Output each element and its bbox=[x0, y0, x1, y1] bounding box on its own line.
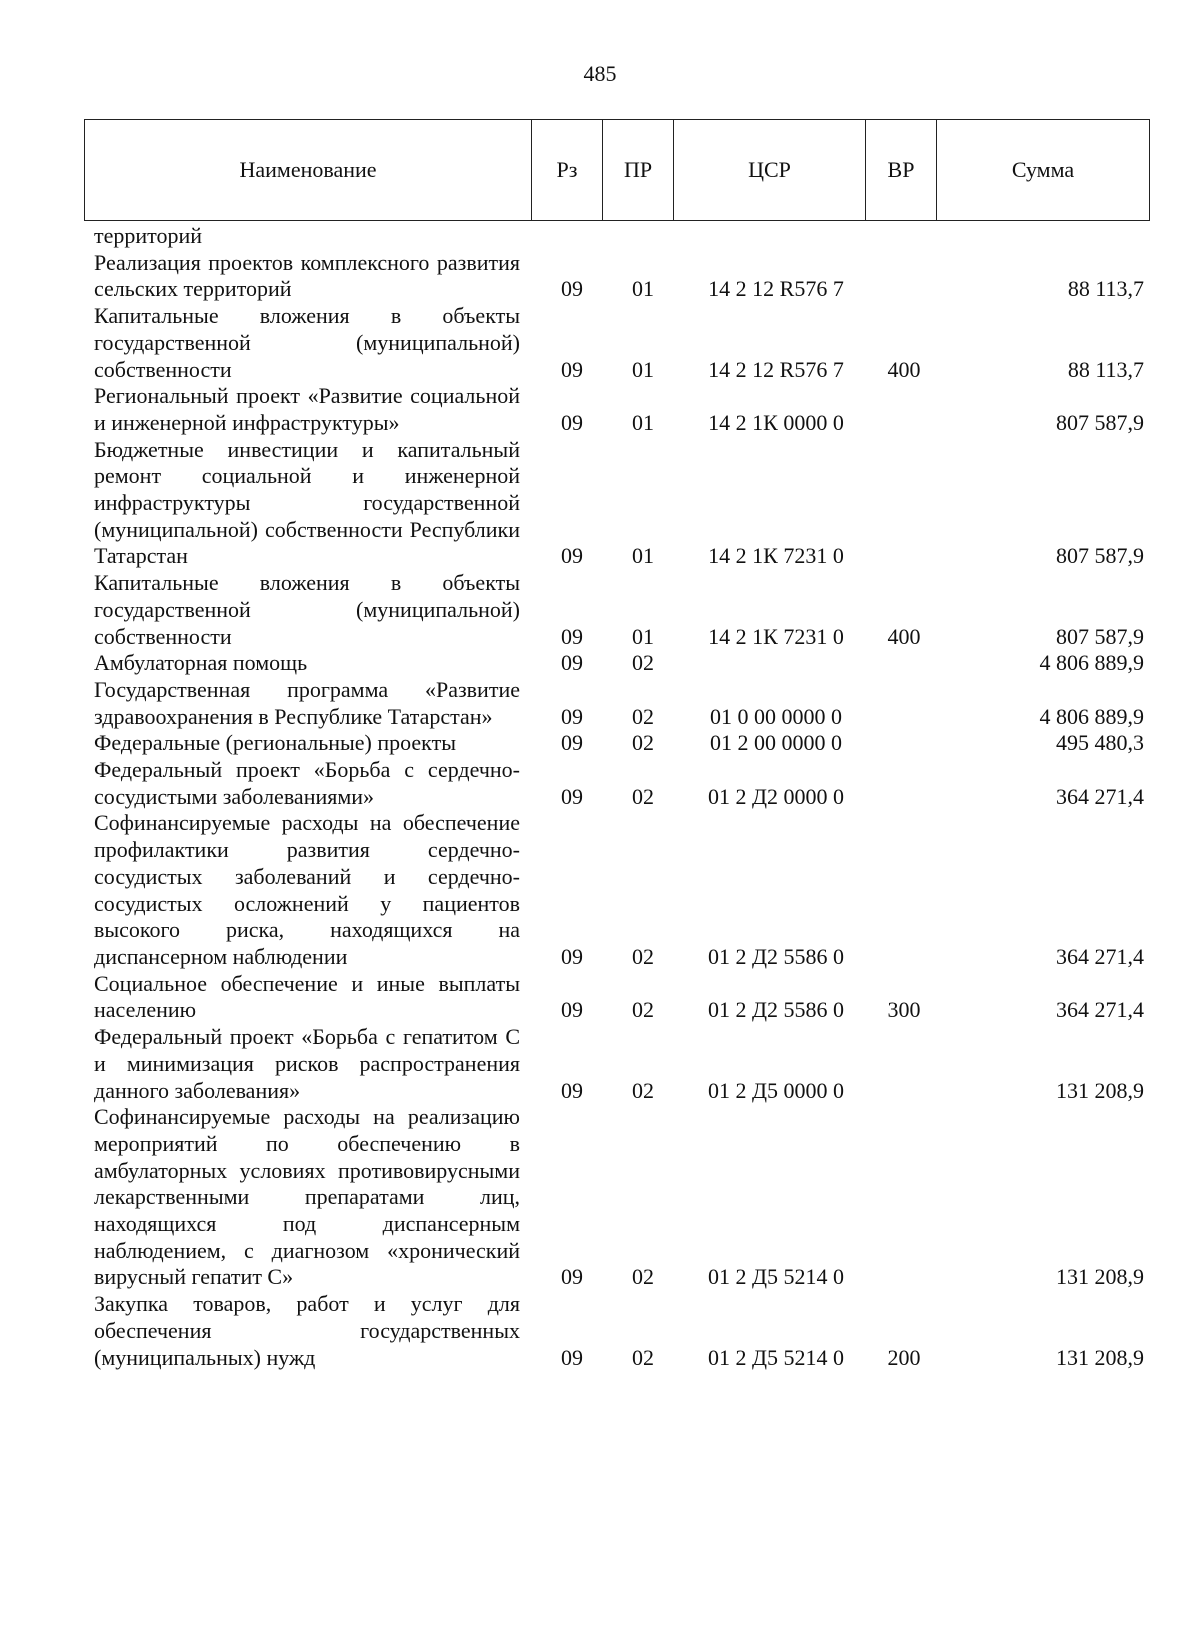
row-pr: 02 bbox=[632, 1344, 654, 1370]
row-sum: 4 806 889,9 bbox=[1039, 650, 1144, 676]
row-rz: 09 bbox=[561, 1344, 583, 1370]
row-csr: 14 2 1К 7231 0 bbox=[708, 543, 844, 569]
table-row bbox=[94, 570, 1144, 650]
table-row bbox=[94, 810, 1144, 970]
row-codes bbox=[94, 1078, 1144, 1105]
row-rz: 09 bbox=[561, 703, 583, 729]
table-row bbox=[94, 437, 1144, 571]
row-name: Капитальные вложения в объекты государственной (муниципальной) собственности bbox=[94, 303, 520, 382]
row-pr: 02 bbox=[632, 1264, 654, 1290]
row-name: Софинансируемые расходы на обеспечение профилактики развития сердечно-сосудистых заболеваний и сердечно-сосудистых осложнений у пациентов высокого риска, находящихся на диспансерном наблюдении bbox=[94, 810, 520, 969]
row-codes bbox=[94, 730, 1144, 757]
row-name: Капитальные вложения в объекты государственной (муниципальной) собственности bbox=[94, 570, 520, 649]
table-row bbox=[94, 223, 1144, 250]
row-rz: 09 bbox=[561, 543, 583, 569]
row-name: Реализация проектов комплексного развития сельских территорий bbox=[94, 249, 520, 302]
row-name: Бюджетные инвестиции и капитальный ремонт социальной и инженерной инфраструктуры государственной (муниципальной) собственности Республики Татарстан bbox=[94, 436, 520, 569]
row-csr: 01 2 00 0000 0 bbox=[710, 730, 842, 756]
page-number: 485 bbox=[583, 61, 617, 86]
row-codes bbox=[94, 410, 1144, 437]
row-csr: 01 2 Д2 5586 0 bbox=[707, 997, 844, 1023]
row-csr: 01 0 00 0000 0 bbox=[710, 703, 842, 729]
row-pr: 01 bbox=[632, 356, 654, 382]
header-rz: Рз bbox=[531, 120, 602, 220]
row-pr: 02 bbox=[632, 650, 654, 676]
header-csr: ЦСР bbox=[673, 120, 865, 220]
row-codes bbox=[94, 357, 1144, 384]
row-pr: 02 bbox=[632, 997, 654, 1023]
row-name: территорий bbox=[94, 223, 203, 248]
row-pr: 01 bbox=[632, 543, 654, 569]
row-rz: 09 bbox=[561, 650, 583, 676]
table-row bbox=[94, 250, 1144, 303]
header-vr: ВР bbox=[865, 120, 936, 220]
table-row bbox=[94, 383, 1144, 436]
row-name: Закупка товаров, работ и услуг для обеспечения государственных (муниципальных) нужд bbox=[94, 1291, 520, 1370]
row-name: Амбулаторная помощь bbox=[94, 650, 308, 676]
row-sum: 4 806 889,9 bbox=[1039, 703, 1144, 729]
row-pr: 01 bbox=[632, 623, 654, 649]
row-rz: 09 bbox=[561, 783, 583, 809]
table-row bbox=[94, 677, 1144, 730]
row-rz: 09 bbox=[561, 356, 583, 382]
row-rz: 09 bbox=[561, 1264, 583, 1290]
row-codes bbox=[94, 997, 1144, 1024]
row-sum: 364 271,4 bbox=[1056, 783, 1144, 809]
table-row bbox=[94, 730, 1144, 757]
row-sum: 88 113,7 bbox=[1067, 276, 1144, 302]
row-sum: 364 271,4 bbox=[1056, 997, 1144, 1023]
row-name: Федеральный проект «Борьба с сердечно-сосудистыми заболеваниями» bbox=[94, 757, 520, 809]
row-codes bbox=[94, 704, 1144, 731]
header-pr: ПР bbox=[602, 120, 673, 220]
row-codes bbox=[94, 624, 1144, 651]
row-csr: 01 2 Д5 0000 0 bbox=[707, 1077, 844, 1103]
table-body bbox=[94, 223, 1144, 1371]
table-row bbox=[94, 1104, 1144, 1291]
table-row bbox=[94, 303, 1144, 383]
row-rz: 09 bbox=[561, 943, 583, 969]
row-csr: 14 2 1К 7231 0 bbox=[708, 623, 844, 649]
row-csr: 01 2 Д2 0000 0 bbox=[707, 783, 844, 809]
table-header bbox=[84, 119, 1150, 221]
row-pr: 02 bbox=[632, 783, 654, 809]
row-sum: 807 587,9 bbox=[1056, 543, 1144, 569]
row-codes bbox=[94, 650, 1144, 677]
row-name: Федеральный проект «Борьба с гепатитом С и минимизация рисков распространения данного заболевания» bbox=[94, 1024, 520, 1103]
row-vr: 200 bbox=[887, 1344, 921, 1370]
row-codes bbox=[94, 944, 1144, 971]
row-vr: 300 bbox=[887, 997, 921, 1023]
row-pr: 02 bbox=[632, 943, 654, 969]
row-csr: 14 2 12 R576 7 bbox=[708, 276, 844, 302]
row-name: Региональный проект «Развитие социальной и инженерной инфраструктуры» bbox=[94, 383, 520, 435]
row-rz: 09 bbox=[561, 1077, 583, 1103]
row-vr: 400 bbox=[887, 623, 921, 649]
table-row bbox=[94, 1291, 1144, 1371]
row-sum: 88 113,7 bbox=[1067, 356, 1144, 382]
row-name: Федеральные (региональные) проекты bbox=[94, 730, 456, 756]
row-codes bbox=[94, 1264, 1144, 1291]
row-csr: 01 2 Д5 5214 0 bbox=[707, 1344, 844, 1370]
row-rz: 09 bbox=[561, 730, 583, 756]
row-sum: 807 587,9 bbox=[1056, 409, 1144, 435]
row-codes bbox=[94, 276, 1144, 303]
row-sum: 131 208,9 bbox=[1056, 1264, 1144, 1290]
row-vr: 400 bbox=[887, 356, 921, 382]
table-row bbox=[94, 650, 1144, 677]
header-sum: Сумма bbox=[936, 120, 1149, 220]
row-sum: 807 587,9 bbox=[1056, 623, 1144, 649]
row-rz: 09 bbox=[561, 276, 583, 302]
row-csr: 01 2 Д5 5214 0 bbox=[707, 1264, 844, 1290]
row-rz: 09 bbox=[561, 623, 583, 649]
row-name: Социальное обеспечение и иные выплаты населению bbox=[94, 970, 520, 1023]
row-pr: 01 bbox=[632, 409, 654, 435]
row-pr: 01 bbox=[632, 276, 654, 302]
row-sum: 131 208,9 bbox=[1056, 1077, 1144, 1103]
table-row bbox=[94, 757, 1144, 810]
row-rz: 09 bbox=[561, 409, 583, 435]
row-rz: 09 bbox=[561, 997, 583, 1023]
header-name: Наименование bbox=[239, 157, 377, 182]
row-name: Государственная программа «Развитие здравоохранения в Республике Татарстан» bbox=[94, 676, 520, 729]
row-codes bbox=[94, 784, 1144, 811]
table-row bbox=[94, 1024, 1144, 1104]
table-row bbox=[94, 971, 1144, 1024]
row-csr: 01 2 Д2 5586 0 bbox=[707, 943, 844, 969]
row-sum: 131 208,9 bbox=[1056, 1344, 1144, 1370]
row-codes bbox=[94, 223, 1144, 250]
row-pr: 02 bbox=[632, 730, 654, 756]
row-codes bbox=[94, 543, 1144, 570]
row-csr: 14 2 1К 0000 0 bbox=[708, 409, 844, 435]
row-csr: 14 2 12 R576 7 bbox=[708, 356, 844, 382]
row-sum: 495 480,3 bbox=[1056, 730, 1144, 756]
row-pr: 02 bbox=[632, 1077, 654, 1103]
row-pr: 02 bbox=[632, 703, 654, 729]
row-sum: 364 271,4 bbox=[1056, 943, 1144, 969]
row-codes bbox=[94, 1345, 1144, 1372]
row-name: Софинансируемые расходы на реализацию мероприятий по обеспечению в амбулаторных условиях противовирусными лекарственными препаратами лиц, находящихся под диспансерным наблюдением, с диагнозом «хронический вирусный гепатит С» bbox=[94, 1104, 520, 1290]
